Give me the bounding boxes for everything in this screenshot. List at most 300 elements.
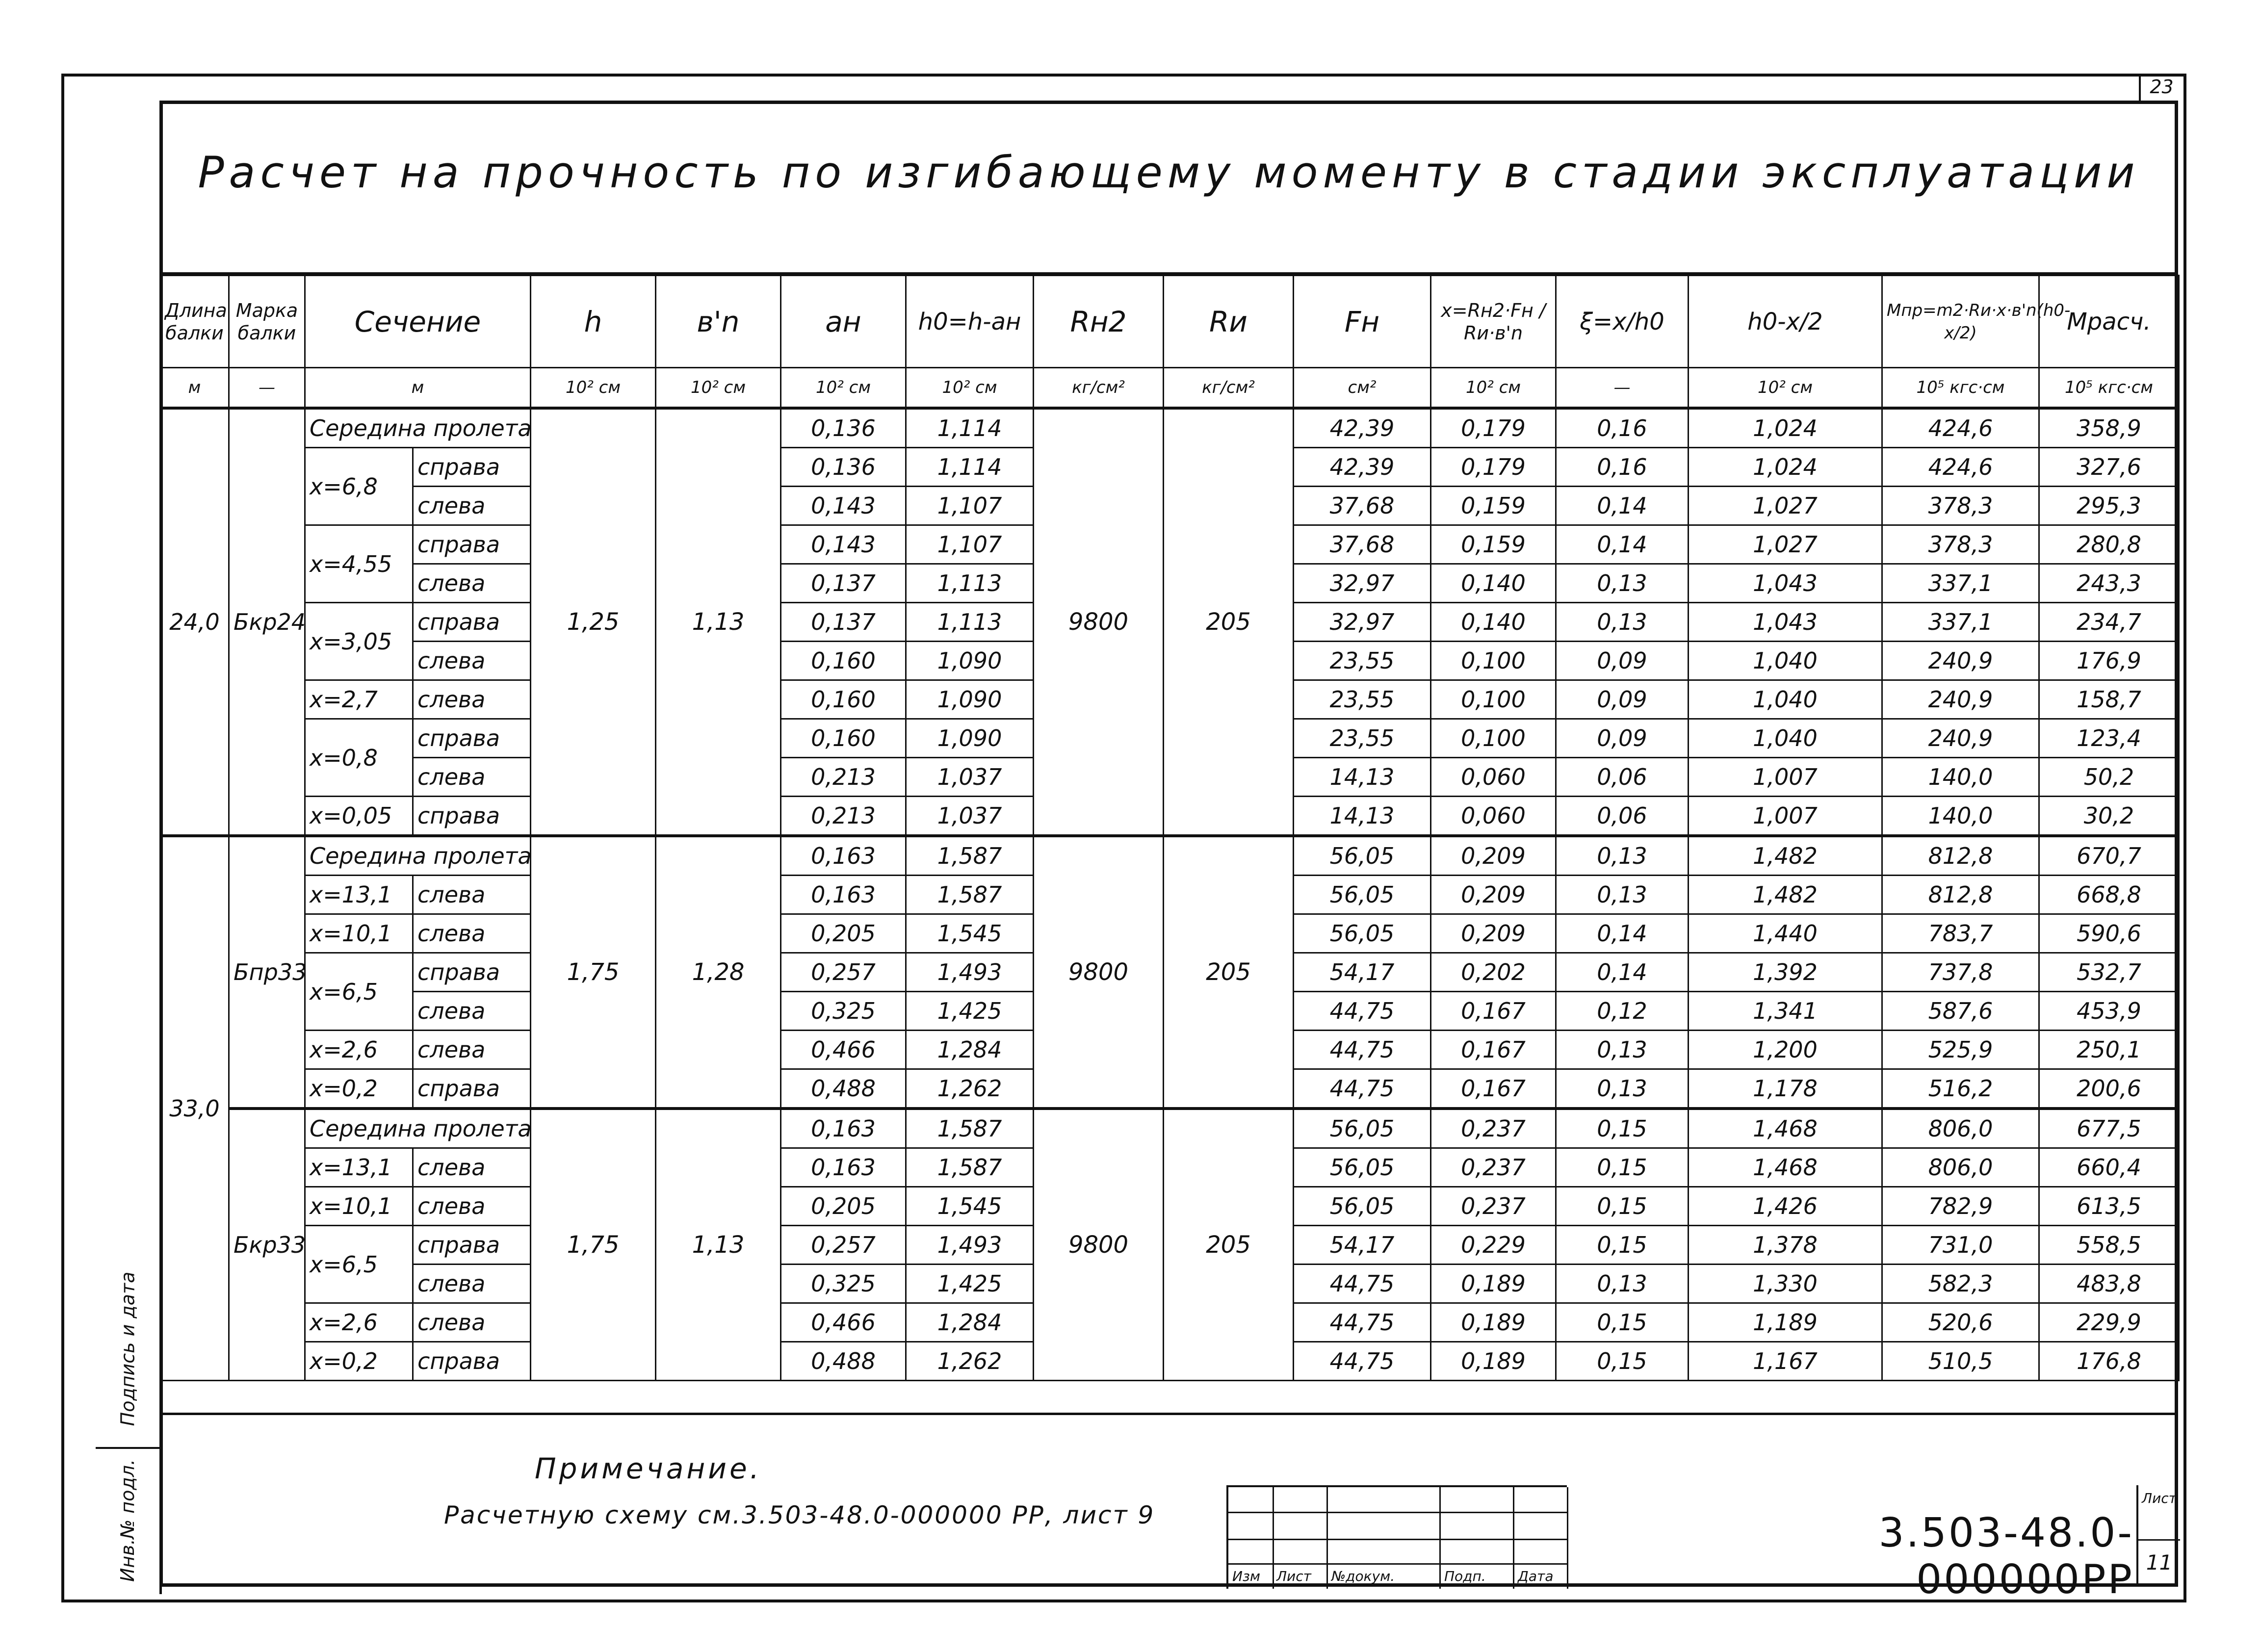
cell-h0x2: 1,043 xyxy=(1689,603,1882,642)
cell-xi: 0,13 xyxy=(1556,1265,1689,1303)
cell-h0: 1,425 xyxy=(906,992,1034,1031)
cell-x: 0,179 xyxy=(1431,448,1556,487)
cell-xi: 0,09 xyxy=(1556,719,1689,758)
cell-mpr: 783,7 xyxy=(1882,914,2039,953)
unit-ah: 10² см xyxy=(781,368,906,409)
col-length: Длина балки xyxy=(160,276,229,368)
cell-xi: 0,14 xyxy=(1556,914,1689,953)
section-side: справа xyxy=(413,603,531,642)
col-xi: ξ=x/h0 xyxy=(1556,276,1689,368)
cell-xi: 0,14 xyxy=(1556,525,1689,564)
cell-h0: 1,037 xyxy=(906,797,1034,836)
revision-grid xyxy=(1226,1485,1567,1589)
cell-h0: 1,114 xyxy=(906,408,1034,448)
cell-ah: 0,163 xyxy=(781,876,906,914)
stamp-label-doc: №докум. xyxy=(1331,1568,1395,1584)
stamp-label-date: Дата xyxy=(1518,1568,1554,1584)
cell-h0x2: 1,007 xyxy=(1689,758,1882,797)
cell-h0: 1,090 xyxy=(906,719,1034,758)
cell-x: 0,060 xyxy=(1431,797,1556,836)
cell-xi: 0,09 xyxy=(1556,680,1689,719)
cell-h0: 1,284 xyxy=(906,1031,1034,1069)
cell-mrasch: 660,4 xyxy=(2039,1148,2179,1187)
section-side: справа xyxy=(413,719,531,758)
cell-xi: 0,06 xyxy=(1556,797,1689,836)
steel-strength: 9800 xyxy=(1034,408,1164,836)
calculation-table xyxy=(159,275,2180,1381)
cell-mpr: 240,9 xyxy=(1882,680,2039,719)
section-side: слева xyxy=(413,487,531,525)
cell-mrasch: 613,5 xyxy=(2039,1187,2179,1226)
cell-mpr: 731,0 xyxy=(1882,1226,2039,1265)
cell-x: 0,209 xyxy=(1431,914,1556,953)
table-row xyxy=(160,836,2179,876)
cell-ah: 0,137 xyxy=(781,564,906,603)
cell-x: 0,189 xyxy=(1431,1303,1556,1342)
cell-fh: 56,05 xyxy=(1294,1109,1431,1148)
cell-fh: 23,55 xyxy=(1294,642,1431,680)
cell-h0x2: 1,007 xyxy=(1689,797,1882,836)
section-side: слева xyxy=(413,642,531,680)
cell-fh: 23,55 xyxy=(1294,719,1431,758)
unit-bn: 10² см xyxy=(656,368,781,409)
cell-xi: 0,14 xyxy=(1556,487,1689,525)
cell-x: 0,229 xyxy=(1431,1226,1556,1265)
cell-x: 0,237 xyxy=(1431,1109,1556,1148)
cell-fh: 56,05 xyxy=(1294,876,1431,914)
cell-fh: 37,68 xyxy=(1294,525,1431,564)
cell-ah: 0,325 xyxy=(781,1265,906,1303)
cell-ah: 0,488 xyxy=(781,1342,906,1381)
cell-fh: 56,05 xyxy=(1294,1148,1431,1187)
cell-h0x2: 1,040 xyxy=(1689,642,1882,680)
cell-xi: 0,15 xyxy=(1556,1303,1689,1342)
cell-mpr: 806,0 xyxy=(1882,1148,2039,1187)
note-title: Примечание. xyxy=(535,1452,762,1485)
cell-ah: 0,160 xyxy=(781,719,906,758)
section-side: справа xyxy=(413,797,531,836)
cell-x: 0,189 xyxy=(1431,1342,1556,1381)
section-side: слева xyxy=(413,1187,531,1226)
stamp-label-izm: Изм xyxy=(1232,1568,1260,1584)
cell-ah: 0,143 xyxy=(781,487,906,525)
cell-fh: 44,75 xyxy=(1294,1265,1431,1303)
concrete-strength: 205 xyxy=(1164,1109,1294,1381)
cell-x: 0,189 xyxy=(1431,1265,1556,1303)
beam-height: 1,75 xyxy=(531,836,656,1109)
section-position: x=13,1 xyxy=(305,1148,413,1187)
document-code: 3.503-48.0-000000РР xyxy=(1878,1510,2134,1603)
cell-h0: 1,113 xyxy=(906,564,1034,603)
cell-ah: 0,488 xyxy=(781,1069,906,1109)
flange-width: 1,13 xyxy=(656,1109,781,1381)
cell-x: 0,060 xyxy=(1431,758,1556,797)
cell-h0: 1,493 xyxy=(906,1226,1034,1265)
cell-mpr: 510,5 xyxy=(1882,1342,2039,1381)
cell-ah: 0,143 xyxy=(781,525,906,564)
cell-xi: 0,14 xyxy=(1556,953,1689,992)
cell-mrasch: 327,6 xyxy=(2039,448,2179,487)
cell-xi: 0,15 xyxy=(1556,1342,1689,1381)
unit-ru: кг/см² xyxy=(1164,368,1294,409)
cell-ah: 0,205 xyxy=(781,914,906,953)
note-divider xyxy=(159,1413,2178,1415)
cell-mrasch: 200,6 xyxy=(2039,1069,2179,1109)
cell-ah: 0,163 xyxy=(781,836,906,876)
section-side: слева xyxy=(413,1148,531,1187)
section-side: слева xyxy=(413,1303,531,1342)
cell-mrasch: 176,9 xyxy=(2039,642,2179,680)
cell-h0x2: 1,482 xyxy=(1689,836,1882,876)
cell-h0: 1,587 xyxy=(906,836,1034,876)
cell-h0: 1,113 xyxy=(906,603,1034,642)
cell-h0: 1,545 xyxy=(906,914,1034,953)
cell-xi: 0,16 xyxy=(1556,448,1689,487)
cell-mrasch: 176,8 xyxy=(2039,1342,2179,1381)
section-label: Середина пролета xyxy=(305,408,531,448)
cell-mrasch: 590,6 xyxy=(2039,914,2179,953)
cell-mpr: 520,6 xyxy=(1882,1303,2039,1342)
inventory-number-label: Инв.№ подл. xyxy=(117,1459,138,1582)
cell-ah: 0,136 xyxy=(781,448,906,487)
cell-ah: 0,137 xyxy=(781,603,906,642)
cell-h0x2: 1,027 xyxy=(1689,525,1882,564)
cell-xi: 0,13 xyxy=(1556,1031,1689,1069)
cell-fh: 56,05 xyxy=(1294,914,1431,953)
cell-fh: 14,13 xyxy=(1294,758,1431,797)
section-position: x=6,5 xyxy=(305,1226,413,1303)
cell-fh: 54,17 xyxy=(1294,953,1431,992)
cell-mrasch: 677,5 xyxy=(2039,1109,2179,1148)
cell-h0x2: 1,024 xyxy=(1689,448,1882,487)
cell-fh: 44,75 xyxy=(1294,1303,1431,1342)
cell-x: 0,209 xyxy=(1431,876,1556,914)
section-position: x=3,05 xyxy=(305,603,413,680)
section-side: слева xyxy=(413,1031,531,1069)
cell-mrasch: 50,2 xyxy=(2039,758,2179,797)
units-row xyxy=(160,368,2179,409)
cell-xi: 0,12 xyxy=(1556,992,1689,1031)
cell-h0x2: 1,178 xyxy=(1689,1069,1882,1109)
sheet-box xyxy=(2136,1485,2180,1587)
cell-ah: 0,213 xyxy=(781,797,906,836)
cell-fh: 14,13 xyxy=(1294,797,1431,836)
cell-mpr: 516,2 xyxy=(1882,1069,2039,1109)
cell-ah: 0,136 xyxy=(781,408,906,448)
cell-fh: 32,97 xyxy=(1294,564,1431,603)
cell-h0: 1,493 xyxy=(906,953,1034,992)
cell-fh: 44,75 xyxy=(1294,1342,1431,1381)
col-h0x2: h0-x/2 xyxy=(1689,276,1882,368)
document-title: Расчет на прочность по изгибающему моменту в стадии эксплуатации xyxy=(198,147,2140,198)
cell-h0x2: 1,426 xyxy=(1689,1187,1882,1226)
section-side: справа xyxy=(413,525,531,564)
section-position: x=0,05 xyxy=(305,797,413,836)
cell-ah: 0,325 xyxy=(781,992,906,1031)
cell-mrasch: 532,7 xyxy=(2039,953,2179,992)
cell-ah: 0,257 xyxy=(781,1226,906,1265)
unit-h0x2: 10² см xyxy=(1689,368,1882,409)
beam-length: 33,0 xyxy=(160,836,229,1381)
cell-x: 0,159 xyxy=(1431,525,1556,564)
section-position: x=10,1 xyxy=(305,914,413,953)
cell-mpr: 812,8 xyxy=(1882,836,2039,876)
cell-xi: 0,16 xyxy=(1556,408,1689,448)
cell-mpr: 424,6 xyxy=(1882,448,2039,487)
cell-x: 0,237 xyxy=(1431,1187,1556,1226)
cell-fh: 42,39 xyxy=(1294,448,1431,487)
binding-strip xyxy=(96,1251,162,1594)
cell-x: 0,159 xyxy=(1431,487,1556,525)
cell-h0x2: 1,440 xyxy=(1689,914,1882,953)
section-side: слева xyxy=(413,758,531,797)
cell-h0: 1,425 xyxy=(906,1265,1034,1303)
section-position: x=2,6 xyxy=(305,1031,413,1069)
cell-h0x2: 1,482 xyxy=(1689,876,1882,914)
section-position: x=0,2 xyxy=(305,1069,413,1109)
cell-mpr: 737,8 xyxy=(1882,953,2039,992)
cell-mrasch: 234,7 xyxy=(2039,603,2179,642)
beam-height: 1,25 xyxy=(531,408,656,836)
section-position: x=2,6 xyxy=(305,1303,413,1342)
section-side: слева xyxy=(413,992,531,1031)
cell-mpr: 582,3 xyxy=(1882,1265,2039,1303)
cell-ah: 0,205 xyxy=(781,1187,906,1226)
section-position: x=6,8 xyxy=(305,448,413,525)
cell-xi: 0,15 xyxy=(1556,1226,1689,1265)
cell-h0: 1,587 xyxy=(906,1109,1034,1148)
unit-length: м xyxy=(160,368,229,409)
cell-xi: 0,15 xyxy=(1556,1148,1689,1187)
col-h: h xyxy=(531,276,656,368)
cell-fh: 37,68 xyxy=(1294,487,1431,525)
cell-ah: 0,163 xyxy=(781,1148,906,1187)
cell-ah: 0,160 xyxy=(781,642,906,680)
section-side: справа xyxy=(413,1342,531,1381)
col-x: x=Rн2·Fн / Rи·в'n xyxy=(1431,276,1556,368)
cell-fh: 23,55 xyxy=(1294,680,1431,719)
unit-h: 10² см xyxy=(531,368,656,409)
cell-mrasch: 295,3 xyxy=(2039,487,2179,525)
cell-mrasch: 158,7 xyxy=(2039,680,2179,719)
section-label: Середина пролета xyxy=(305,1109,531,1148)
cell-x: 0,167 xyxy=(1431,1031,1556,1069)
table-row xyxy=(160,1109,2179,1148)
col-rh: Rн2 xyxy=(1034,276,1164,368)
cell-x: 0,179 xyxy=(1431,408,1556,448)
cell-mrasch: 670,7 xyxy=(2039,836,2179,876)
cell-h0: 1,090 xyxy=(906,642,1034,680)
cell-mpr: 240,9 xyxy=(1882,642,2039,680)
cell-xi: 0,06 xyxy=(1556,758,1689,797)
cell-mpr: 337,1 xyxy=(1882,603,2039,642)
steel-strength: 9800 xyxy=(1034,1109,1164,1381)
cell-mrasch: 558,5 xyxy=(2039,1226,2179,1265)
cell-x: 0,237 xyxy=(1431,1148,1556,1187)
cell-h0x2: 1,341 xyxy=(1689,992,1882,1031)
col-ah: aн xyxy=(781,276,906,368)
cell-h0: 1,262 xyxy=(906,1069,1034,1109)
cell-xi: 0,13 xyxy=(1556,876,1689,914)
cell-mrasch: 668,8 xyxy=(2039,876,2179,914)
col-section: Сечение xyxy=(305,276,531,368)
cell-mpr: 424,6 xyxy=(1882,408,2039,448)
cell-xi: 0,13 xyxy=(1556,1069,1689,1109)
unit-section: м xyxy=(305,368,531,409)
stamp-label-list: Лист xyxy=(1276,1568,1311,1584)
cell-x: 0,100 xyxy=(1431,642,1556,680)
unit-mrasch: 10⁵ кгс·см xyxy=(2039,368,2179,409)
col-fh: Fн xyxy=(1294,276,1431,368)
cell-ah: 0,163 xyxy=(781,1109,906,1148)
cell-h0: 1,545 xyxy=(906,1187,1034,1226)
cell-xi: 0,09 xyxy=(1556,642,1689,680)
cell-mrasch: 243,3 xyxy=(2039,564,2179,603)
cell-x: 0,100 xyxy=(1431,680,1556,719)
steel-strength: 9800 xyxy=(1034,836,1164,1109)
cell-mrasch: 123,4 xyxy=(2039,719,2179,758)
cell-h0x2: 1,043 xyxy=(1689,564,1882,603)
cell-fh: 56,05 xyxy=(1294,1187,1431,1226)
cell-x: 0,140 xyxy=(1431,603,1556,642)
cell-xi: 0,13 xyxy=(1556,836,1689,876)
cell-h0: 1,284 xyxy=(906,1303,1034,1342)
cell-mrasch: 280,8 xyxy=(2039,525,2179,564)
table-row xyxy=(160,408,2179,448)
cell-xi: 0,13 xyxy=(1556,603,1689,642)
cell-fh: 32,97 xyxy=(1294,603,1431,642)
cell-ah: 0,160 xyxy=(781,680,906,719)
cell-h0: 1,037 xyxy=(906,758,1034,797)
cell-fh: 44,75 xyxy=(1294,1031,1431,1069)
section-position: x=13,1 xyxy=(305,876,413,914)
cell-mpr: 587,6 xyxy=(1882,992,2039,1031)
cell-mpr: 140,0 xyxy=(1882,797,2039,836)
section-position: x=2,7 xyxy=(305,680,413,719)
concrete-strength: 205 xyxy=(1164,408,1294,836)
cell-fh: 44,75 xyxy=(1294,1069,1431,1109)
section-side: слева xyxy=(413,680,531,719)
cell-mpr: 806,0 xyxy=(1882,1109,2039,1148)
cell-h0x2: 1,468 xyxy=(1689,1109,1882,1148)
cell-x: 0,167 xyxy=(1431,992,1556,1031)
cell-mpr: 140,0 xyxy=(1882,758,2039,797)
section-side: слева xyxy=(413,914,531,953)
cell-mrasch: 453,9 xyxy=(2039,992,2179,1031)
cell-mpr: 812,8 xyxy=(1882,876,2039,914)
section-side: справа xyxy=(413,448,531,487)
unit-mpr: 10⁵ кгс·см xyxy=(1882,368,2039,409)
cell-mrasch: 483,8 xyxy=(2039,1265,2179,1303)
col-ru: Rи xyxy=(1164,276,1294,368)
section-position: x=10,1 xyxy=(305,1187,413,1226)
cell-x: 0,140 xyxy=(1431,564,1556,603)
unit-h0: 10² см xyxy=(906,368,1034,409)
cell-h0: 1,107 xyxy=(906,525,1034,564)
cell-mpr: 378,3 xyxy=(1882,487,2039,525)
cell-h0x2: 1,330 xyxy=(1689,1265,1882,1303)
cell-x: 0,100 xyxy=(1431,719,1556,758)
cell-ah: 0,466 xyxy=(781,1303,906,1342)
cell-fh: 54,17 xyxy=(1294,1226,1431,1265)
beam-height: 1,75 xyxy=(531,1109,656,1381)
cell-h0: 1,107 xyxy=(906,487,1034,525)
flange-width: 1,28 xyxy=(656,836,781,1109)
cell-x: 0,202 xyxy=(1431,953,1556,992)
cell-h0x2: 1,378 xyxy=(1689,1226,1882,1265)
section-side: справа xyxy=(413,1226,531,1265)
cell-h0: 1,262 xyxy=(906,1342,1034,1381)
cell-h0x2: 1,167 xyxy=(1689,1342,1882,1381)
title-block xyxy=(1226,1485,2178,1603)
cell-x: 0,209 xyxy=(1431,836,1556,876)
unit-xi: — xyxy=(1556,368,1689,409)
section-position: x=0,2 xyxy=(305,1342,413,1381)
section-side: слева xyxy=(413,1265,531,1303)
sheet-label: Лист xyxy=(2142,1490,2177,1506)
beam-mark: Бпр33 xyxy=(229,836,305,1109)
cell-mpr: 525,9 xyxy=(1882,1031,2039,1069)
section-position: x=0,8 xyxy=(305,719,413,797)
cell-ah: 0,213 xyxy=(781,758,906,797)
col-mrasch: Mрасч. xyxy=(2039,276,2179,368)
cell-mpr: 782,9 xyxy=(1882,1187,2039,1226)
cell-xi: 0,13 xyxy=(1556,564,1689,603)
section-label: Середина пролета xyxy=(305,836,531,876)
cell-ah: 0,466 xyxy=(781,1031,906,1069)
section-side: справа xyxy=(413,1069,531,1109)
note-text: Расчетную схему см.3.503-48.0-000000 РР, лист 9 xyxy=(444,1501,1155,1529)
cell-h0: 1,114 xyxy=(906,448,1034,487)
section-side: слева xyxy=(413,564,531,603)
col-mpr: Mпр=m2·Rи·x·в'n(h0-x/2) xyxy=(1882,276,2039,368)
cell-h0x2: 1,392 xyxy=(1689,953,1882,992)
unit-fh: см² xyxy=(1294,368,1431,409)
flange-width: 1,13 xyxy=(656,408,781,836)
cell-fh: 42,39 xyxy=(1294,408,1431,448)
section-side: справа xyxy=(413,953,531,992)
header-row xyxy=(160,276,2179,368)
beam-mark: Бкр33 xyxy=(229,1109,305,1381)
cell-h0: 1,587 xyxy=(906,1148,1034,1187)
cell-h0x2: 1,189 xyxy=(1689,1303,1882,1342)
unit-rh: кг/см² xyxy=(1034,368,1164,409)
stamp-label-sign: Подп. xyxy=(1444,1568,1486,1584)
cell-mrasch: 229,9 xyxy=(2039,1303,2179,1342)
beam-mark: Бкр24 xyxy=(229,408,305,836)
cell-h0x2: 1,024 xyxy=(1689,408,1882,448)
unit-mark: — xyxy=(229,368,305,409)
section-side: слева xyxy=(413,876,531,914)
cell-mrasch: 358,9 xyxy=(2039,408,2179,448)
cell-fh: 44,75 xyxy=(1294,992,1431,1031)
col-mark: Марка балки xyxy=(229,276,305,368)
table-body xyxy=(160,408,2179,1381)
sheet-number: 11 xyxy=(2138,1539,2180,1575)
cell-mrasch: 30,2 xyxy=(2039,797,2179,836)
cell-mpr: 337,1 xyxy=(1882,564,2039,603)
sheet-corner-number: 23 xyxy=(2139,74,2183,101)
cell-h0x2: 1,200 xyxy=(1689,1031,1882,1069)
section-position: x=4,55 xyxy=(305,525,413,603)
col-bn: в'n xyxy=(656,276,781,368)
concrete-strength: 205 xyxy=(1164,836,1294,1109)
beam-length: 24,0 xyxy=(160,408,229,836)
unit-x: 10² см xyxy=(1431,368,1556,409)
cell-mpr: 240,9 xyxy=(1882,719,2039,758)
cell-fh: 56,05 xyxy=(1294,836,1431,876)
col-h0: h0=h-aн xyxy=(906,276,1034,368)
